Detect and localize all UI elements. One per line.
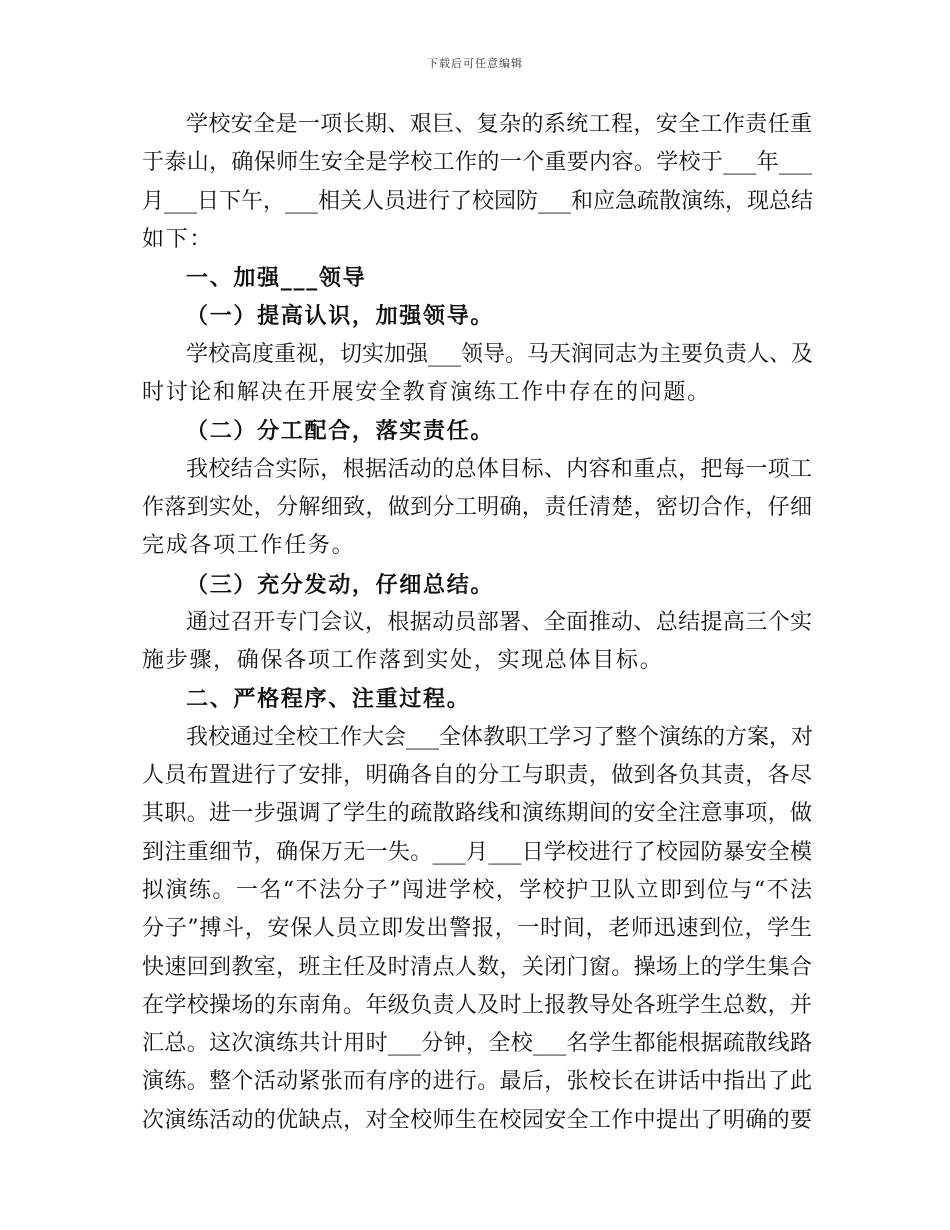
text-line: 我校结合实际，根据活动的总体目标、内容和重点，把每一项工 bbox=[186, 456, 812, 482]
text-line: 演练。整个活动紧张而有序的进行。最后，张校长在讲话中指出了此 bbox=[142, 1069, 812, 1095]
section-heading: 二、严格程序、注重过程。 bbox=[186, 686, 471, 713]
text-line: 拟演练。一名“不法分子”闯进学校，学校护卫队立即到位与“不法 bbox=[142, 877, 812, 903]
text-line: 到注重细节，确保万无一失。___月___日学校进行了校园防暴安全模 bbox=[142, 839, 812, 865]
section-heading: （一）提高认识，加强领导。 bbox=[186, 303, 495, 330]
text-line: 施步骤，确保各项工作落到实处，实现总体目标。 bbox=[142, 648, 664, 674]
text-line: 快速回到教室，班主任及时清点人数，关闭门窗。操场上的学生集合 bbox=[142, 954, 812, 980]
section-heading: （二）分工配合，落实责任。 bbox=[186, 418, 495, 445]
text-line: 月___日下午，___相关人员进行了校园防___和应急疏散演练，现总结 bbox=[142, 188, 814, 214]
text-line: 学校安全是一项长期、艰巨、复杂的系统工程，安全工作责任重 bbox=[186, 112, 812, 137]
text-line: 如下： bbox=[142, 226, 214, 252]
section-heading: （三）充分发动，仔细总结。 bbox=[186, 571, 495, 598]
text-line: 人员布置进行了安排，明确各自的分工与职责，做到各负其责，各尽 bbox=[142, 763, 812, 789]
page-header-note: 下载后可任意编辑 bbox=[427, 57, 523, 70]
document-body bbox=[142, 106, 812, 1140]
text-line: 汇总。这次演练共计用时___分钟，全校___名学生都能根据疏散线路 bbox=[142, 1031, 812, 1057]
text-line: 作落到实处，分解细致，做到分工明确，责任清楚，密切合作，仔细 bbox=[142, 494, 812, 520]
text-line: 完成各项工作任务。 bbox=[142, 533, 356, 559]
text-line: 于泰山，确保师生安全是学校工作的一个重要内容。学校于___年___ bbox=[142, 150, 812, 176]
text-line: 学校高度重视，切实加强___领导。马天润同志为主要负责人、及 bbox=[186, 341, 814, 367]
text-line: 次演练活动的优缺点，对全校师生在校园安全工作中提出了明确的要 bbox=[142, 1107, 812, 1133]
text-line: 其职。进一步强调了学生的疏散路线和演练期间的安全注意事项，做 bbox=[142, 801, 812, 827]
text-line: 通过召开专门会议，根据动员部署、全面推动、总结提高三个实 bbox=[186, 609, 812, 635]
text-line: 时讨论和解决在开展安全教育演练工作中存在的问题。 bbox=[142, 380, 711, 406]
text-line: 在学校操场的东南角。年级负责人及时上报教导处各班学生总数，并 bbox=[142, 992, 812, 1018]
section-heading: 一、加强___领导 bbox=[186, 265, 367, 292]
text-line: 分子”搏斗，安保人员立即发出警报，一时间，老师迅速到位，学生 bbox=[142, 916, 812, 942]
text-line: 我校通过全校工作大会___全体教职工学习了整个演练的方案，对 bbox=[186, 724, 814, 750]
